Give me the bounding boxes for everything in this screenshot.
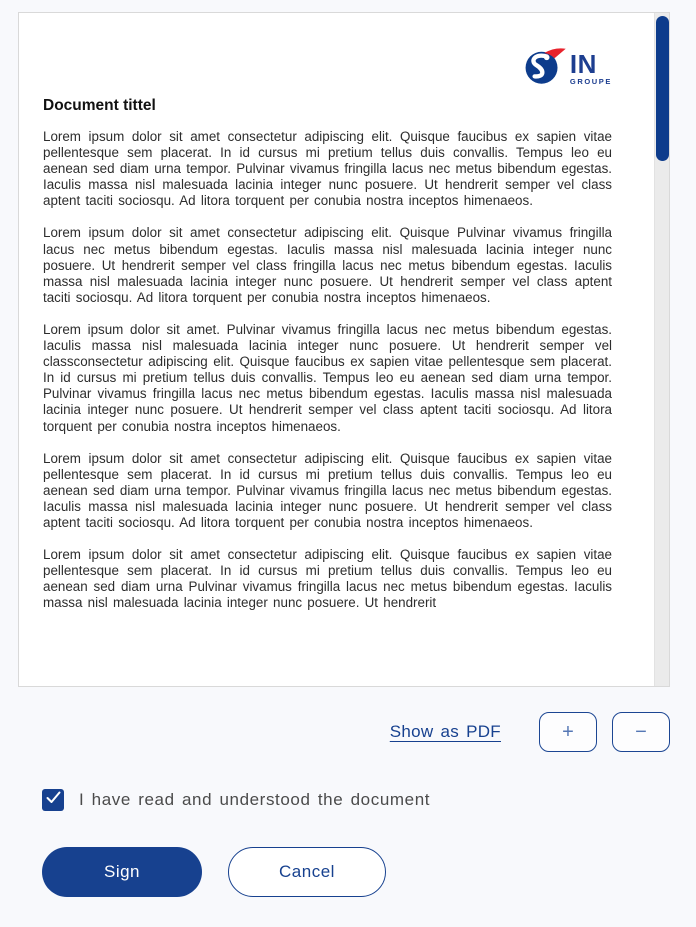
plus-icon: + [562, 720, 574, 743]
viewer-controls-row [390, 712, 670, 752]
logo-brand: IN [569, 48, 597, 79]
logo-text [569, 48, 612, 86]
show-as-pdf-link[interactable]: Show as PDF [389, 722, 501, 741]
consent-row [42, 789, 430, 811]
logo-row [43, 49, 612, 87]
in-groupe-logo [523, 47, 612, 90]
document-paragraph: Lorem ipsum dolor sit amet consectetur adipiscing elit. Quisque Pulvinar vivamus fringilla lacus nec metus bibendum egestas. Iaculis massa nisl malesuada lacinia integer nunc posuere. Ut hendrerit semper vel class fringilla lacus nec metus bibendum egestas. Iaculis massa nisl malesuada lacinia integer nunc posuere. Ut hendrerit semper vel class aptent taciti sociosqu. Ad litora torquent per conubia nostra inceptos himenaeos. [43, 225, 612, 305]
document-scrollbar-track[interactable] [654, 13, 669, 686]
sign-button[interactable]: Sign [42, 847, 202, 897]
salamander-logo-icon [523, 47, 567, 90]
document-paragraph: Lorem ipsum dolor sit amet consectetur adipiscing elit. Quisque faucibus ex sapien vitae pellentesque sem placerat. In id cursus mi pretium tellus duis convallis. Tempus leo eu aenean sed diam urna Pulvinar vivamus fringilla lacus nec metus bibendum egestas. Iaculis massa nisl malesuada lacinia integer nunc posuere. Ut hendrerit [43, 547, 612, 611]
consent-checkbox[interactable] [42, 789, 64, 811]
document-title: Document tittel [43, 97, 156, 114]
checkmark-icon [46, 791, 61, 809]
consent-label: I have read and understood the document [79, 790, 431, 809]
document-paragraph: Lorem ipsum dolor sit amet consectetur adipiscing elit. Quisque faucibus ex sapien vitae pellentesque sem placerat. In id cursus mi pretium tellus duis convallis. Tempus leo eu aenean sed diam urna tempor. Pulvinar vivamus fringilla lacus nec metus bibendum egestas. Iaculis massa nisl malesuada lacinia integer nunc posuere. Ut hendrerit semper vel class aptent taciti sociosqu. Ad litora torquent per conubia nostra inceptos himenaeos. [43, 450, 612, 530]
document-paragraph: Lorem ipsum dolor sit amet. Pulvinar vivamus fringilla lacus nec metus bibendum egestas. Iaculis massa nisl malesuada lacinia integer nunc posuere. Ut hendrerit semper vel classconsectetur adipiscing elit. Quisque faucibus ex sapien vitae pellentesque sem placerat. In id cursus mi pretium tellus duis convallis. Tempus leo eu aenean sed diam urna tempor. Pulvinar vivamus fringilla lacus nec metus bibendum egestas. Iaculis massa nisl malesuada lacinia integer nunc posuere. Ut hendrerit semper vel class aptent taciti sociosqu. Ad litora torquent per conubia nostra inceptos himenaeos. [43, 321, 612, 434]
cancel-button[interactable]: Cancel [228, 847, 386, 897]
actions-row [42, 847, 386, 897]
document-body [43, 129, 612, 611]
document-viewer-panel [18, 12, 670, 687]
document-paragraph: Lorem ipsum dolor sit amet consectetur adipiscing elit. Quisque faucibus ex sapien vitae pellentesque sem placerat. In id cursus mi pretium tellus duis convallis. Tempus leo eu aenean sed diam urna tempor. Pulvinar vivamus fringilla lacus nec metus bibendum egestas. Iaculis massa nisl malesuada lacinia integer nunc posuere. Ut hendrerit semper vel class aptent taciti sociosqu. Ad litora torquent per conubia nostra inceptos himenaeos. [43, 129, 612, 209]
document-scrollbar-thumb[interactable] [656, 16, 669, 161]
document-content [19, 13, 654, 686]
zoom-out-button[interactable] [612, 712, 670, 752]
zoom-in-button[interactable] [539, 712, 597, 752]
minus-icon: − [635, 720, 647, 743]
logo-subtitle: GROUPE [569, 76, 612, 86]
